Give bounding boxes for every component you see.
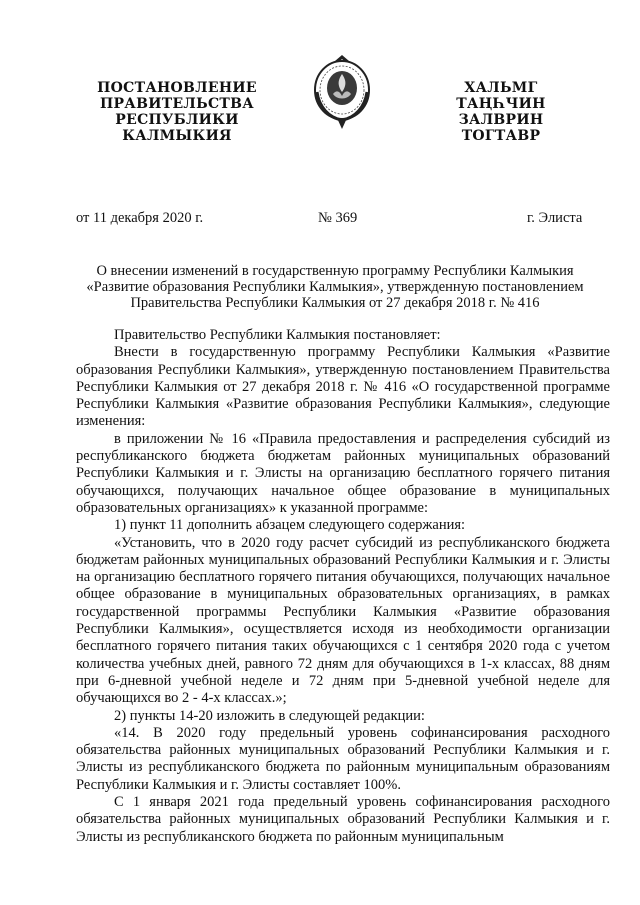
document-number: № 369 — [318, 210, 358, 226]
issuer-line: ПРАВИТЕЛЬСТВА — [100, 96, 254, 112]
issuer-line: РЕСПУБЛИКИ — [115, 112, 239, 128]
title-line: «Развитие образования Республики Калмыкия», утвержденную постановлением — [86, 279, 584, 295]
title-line: Правительства Республики Калмыкия от 27 декабря 2018 г. № 416 — [130, 295, 540, 311]
issuer-line: ХАЛЬМГ — [464, 80, 538, 96]
body-paragraph: Внести в государственную программу Республики Калмыкия «Развитие образования Республики Калмыкия», утвержденную постановлением Правительства Республики Калмыкия от 27 декабря 2018 г. № 416 «О государственной программе Республики Калмыкия «Развитие образования Республики Калмыкия», следующие изменения: — [76, 344, 610, 430]
document-body — [76, 327, 610, 846]
issuer-line: ПОСТАНОВЛЕНИЕ — [97, 80, 257, 96]
issuer-line: ТОГТАВР — [461, 128, 541, 144]
body-paragraph: Правительство Республики Калмыкия постановляет: — [114, 327, 441, 343]
title-line: О внесении изменений в государственную программу Республики Калмыкия — [96, 263, 574, 279]
issuer-line: ЗАЛВРИН — [458, 112, 544, 128]
body-paragraph: в приложении № 16 «Правила предоставления и распределения субсидий из республиканского бюджета бюджетам районных муниципальных образований Республики Калмыкия и г. Элисты на организацию бесплатного горячего питания обучающихся, получающих начальное общее образование в муниципальных образовательных организациях» к указанной программе: — [76, 430, 610, 516]
republic-emblem-icon — [311, 52, 373, 132]
body-paragraph: С 1 января 2021 года предельный уровень софинансирования расходного обязательства районных муниципальных образований Республики Калмыкия и г. Элисты из республиканского бюджета по районным муниципальным — [76, 794, 610, 845]
body-paragraph: 1) пункт 11 дополнить абзацем следующего содержания: — [114, 517, 466, 534]
issuer-line: КАЛМЫКИЯ — [122, 128, 232, 144]
document-date: от 11 декабря 2020 г. — [76, 210, 204, 226]
body-paragraph: 2) пункты 14-20 изложить в следующей редакции: — [114, 707, 425, 724]
issuer-title-kalmyk — [456, 80, 546, 144]
issuer-line: ТАҢҺЧИН — [456, 96, 546, 112]
body-paragraph: «14. В 2020 году предельный уровень софинансирования расходного обязательства районных муниципальных образований Республики Калмыкия и г. Элисты из республиканского бюджета по районным муниципальным образованиям Республики Калмыкия и г. Элисты составляет 100%. — [76, 724, 610, 793]
issuer-title-russian — [96, 80, 258, 144]
document-city: г. Элиста — [527, 210, 583, 226]
document-title — [70, 263, 600, 311]
body-paragraph: «Установить, что в 2020 году расчет субсидий из республиканского бюджета бюджетам районных муниципальных образований Республики Калмыкия и г. Элисты на организацию бесплатного горячего питания обучающихся, получающих начальное общее образование в муниципальных образовательных организациях, в рамках государственной программы Республики Калмыкия «Развитие образования Республики Калмыкия», осуществляется исходя из необходимости организации бесплатного горячего питания таких обучающихся с 1 сентября 2020 года с учетом количества учебных дней, равного 72 дням для обучающихся в 1-х классах, 88 дням при 6-дневной учебной неделе и 72 дням при 5-дневной учебной неделе для обучающихся во 2 - 4-х классах.»; — [76, 534, 610, 707]
